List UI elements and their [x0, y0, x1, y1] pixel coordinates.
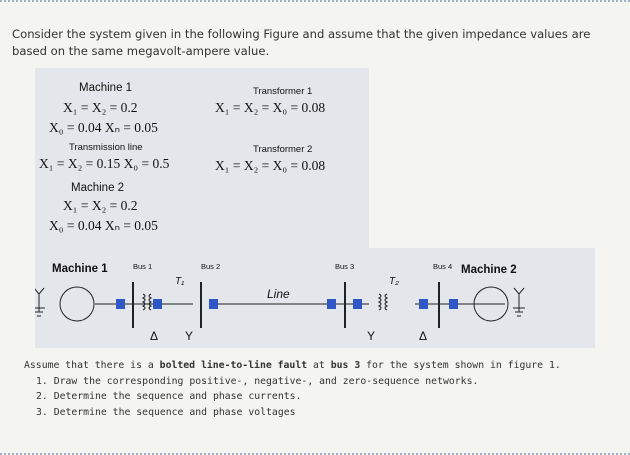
- line-title: Transmission line: [69, 142, 143, 153]
- machine2-title: Machine 2: [71, 182, 125, 194]
- breaker-3-icon: [209, 299, 218, 309]
- breaker-2-icon: [153, 299, 162, 309]
- transformer2-title: Transformer 2: [253, 144, 313, 155]
- intro-paragraph: Consider the system given in the following Figure and assume that the given impedance values are based on the same megavolt-ampere value.: [12, 27, 591, 58]
- machine1-generator-icon: [35, 287, 94, 321]
- bus2-label: Bus 2: [201, 262, 221, 271]
- bus3-label: Bus 3: [335, 262, 355, 271]
- transformer2-icon: [379, 294, 387, 310]
- machine2-zero-seq: X₀ = 0.04 Xₙ = 0.05: [49, 218, 158, 233]
- transformer1-icon: [143, 294, 151, 310]
- breaker-6-icon: [419, 299, 428, 309]
- machine1-title: Machine 1: [79, 82, 133, 94]
- question-1: 1. Draw the corresponding positive-, negative-, and zero-sequence networks.: [36, 375, 479, 387]
- machine1-label: Machine 1: [52, 263, 108, 275]
- t1-label: T₁: [175, 276, 185, 287]
- breaker-5-icon: [353, 299, 362, 309]
- breaker-1-icon: [116, 299, 125, 309]
- machine1-zero-seq: X₀ = 0.04 Xₙ = 0.05: [49, 120, 158, 135]
- t2-label: T₂: [389, 276, 399, 287]
- transformer1-title: Transformer 1: [253, 86, 313, 97]
- t2-delta-symbol: Δ: [419, 329, 428, 343]
- t1-delta-symbol: Δ: [150, 329, 159, 343]
- fault-location: bus 3: [330, 360, 361, 371]
- parameter-panel: [35, 68, 369, 248]
- machine2-label: Machine 2: [461, 264, 517, 276]
- single-line-diagram-panel: [35, 248, 595, 348]
- bus4-label: Bus 4: [433, 262, 453, 271]
- breaker-7-icon: [449, 299, 458, 309]
- question-3: 3. Determine the sequence and phase voltages: [36, 406, 296, 418]
- t1-wye-grounded-symbol: Y: [185, 329, 194, 343]
- fault-type: bolted line-to-line fault: [159, 360, 308, 371]
- fault-statement: Assume that there is a bolted line-to-line fault at bus 3 for the system shown in figure 1.: [24, 360, 561, 371]
- questions-block: [24, 358, 614, 420]
- t2-wye-symbol: Y: [367, 329, 376, 343]
- single-line-diagram: [35, 248, 595, 348]
- transformer2-reactance: X₁ = X₂ = X₀ = 0.08: [215, 158, 326, 173]
- bus1-label: Bus 1: [133, 262, 153, 271]
- breaker-4-icon: [327, 299, 336, 309]
- line-label: Line: [267, 287, 290, 301]
- machine2-reactance: X₁ = X₂ = 0.2: [63, 198, 138, 213]
- machine1-reactance: X₁ = X₂ = 0.2: [63, 100, 138, 115]
- question-2: 2. Determine the sequence and phase currents.: [36, 391, 302, 402]
- line-reactance: X₁ = X₂ = 0.15 X₀ = 0.5: [39, 156, 170, 171]
- transformer1-reactance: X₁ = X₂ = X₀ = 0.08: [215, 100, 326, 115]
